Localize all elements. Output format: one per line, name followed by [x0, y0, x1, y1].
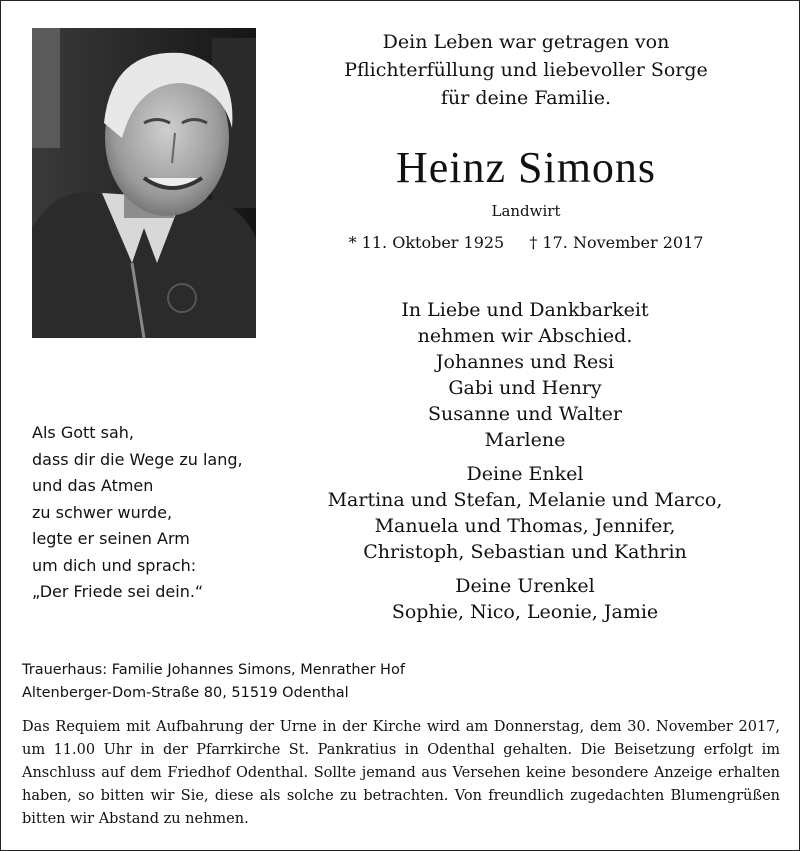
children-line: Susanne und Walter [427, 403, 622, 425]
occupation: Landwirt [491, 202, 561, 220]
great-grandchildren-heading: Deine Urenkel [455, 575, 595, 597]
poem-line: zu schwer wurde, [32, 502, 173, 522]
children-line: Marlene [484, 429, 566, 451]
great-grandchildren-list [300, 573, 750, 625]
poem-line: um dich und sprach: [32, 555, 197, 575]
deceased-name: Heinz Simons [395, 143, 657, 192]
funeral-notice: Das Requiem mit Aufbahrung der Urne in der Kirche wird am Donnerstag, dem 30. November 2017, um 11.00 Uhr in der Pfarrkirche St. Pankratius in Odenthal gehalten. Die Beisetzung erfolgt im Anschluss auf dem Friedhof Odenthal. Sollte jemand aus Versehen keine besondere Anzeige erhalten haben, so bitten wir Sie, diese als solche zu betrachten. Von freundlich zugedachten Blumengrüßen bitten wir Abstand zu nehmen. [22, 719, 780, 827]
grandchildren-heading: Deine Enkel [466, 463, 584, 485]
poem [32, 420, 243, 606]
poem-line: Als Gott sah, [32, 423, 134, 442]
birth-date: * 11. Oktober 1925 [348, 233, 505, 252]
death-date: † 17. November 2017 [529, 233, 704, 252]
grandchildren-line: Manuela und Thomas, Jennifer, [374, 515, 676, 537]
motto-line: für deine Familie. [440, 87, 612, 109]
motto-line: Dein Leben war getragen von [382, 31, 670, 53]
mourning-house-address [22, 659, 405, 705]
poem-line: dass dir die Wege zu lang, [32, 449, 243, 469]
farewell-line: nehmen wir Abschied. [417, 325, 633, 347]
children-line: Gabi und Henry [448, 377, 602, 399]
farewell [300, 297, 750, 349]
farewell-line: In Liebe und Dankbarkeit [401, 299, 649, 321]
motto-line: Pflichterfüllung und liebevoller Sorge [344, 59, 708, 81]
great-grandchildren-line: Sophie, Nico, Leonie, Jamie [391, 601, 659, 623]
children-list [300, 349, 750, 453]
motto [310, 28, 742, 112]
children-line: Johannes und Resi [435, 351, 615, 373]
address-line: Altenberger-Dom-Straße 80, 51519 Odenthal [22, 685, 349, 701]
life-dates [310, 232, 742, 254]
grandchildren-line: Christoph, Sebastian und Kathrin [363, 541, 687, 563]
address-line: Trauerhaus: Familie Johannes Simons, Menrather Hof [22, 662, 405, 678]
grandchildren-line: Martina und Stefan, Melanie und Marco, [327, 489, 723, 511]
portrait-photo [32, 28, 256, 338]
grandchildren-list [300, 461, 750, 565]
poem-line: und das Atmen [32, 476, 154, 495]
poem-line: legte er seinen Arm [32, 529, 190, 548]
poem-line: „Der Friede sei dein.“ [32, 582, 204, 601]
